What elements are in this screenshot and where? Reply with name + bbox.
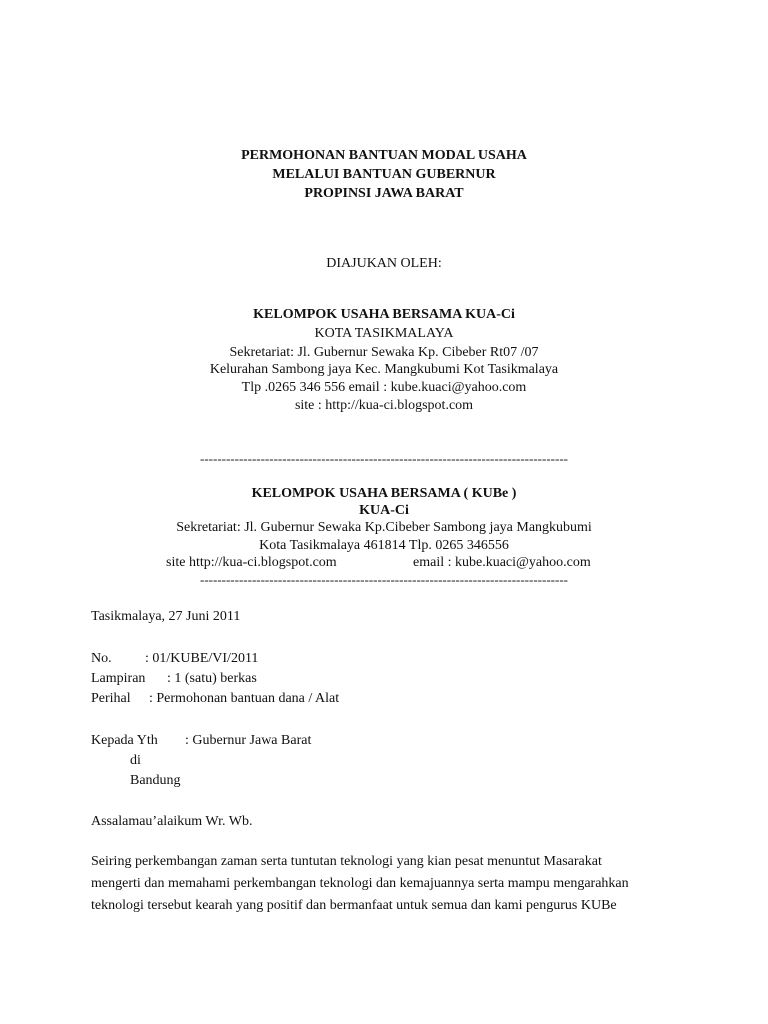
org-city: KOTA TASIKMALAYA — [314, 326, 454, 341]
separator-line-2: ------------------------------------------------------------------------------------- — [200, 572, 568, 587]
submitted-by-label: DIAJUKAN OLEH: — [326, 256, 442, 271]
lampiran-label: Lampiran — [91, 671, 146, 686]
letterhead-email: email : kube.kuaci@yahoo.com — [413, 555, 591, 570]
lampiran-value: : 1 (satu) berkas — [167, 671, 257, 686]
letterhead-site: site http://kua-ci.blogspot.com — [166, 555, 337, 570]
no-value: : 01/KUBE/VI/2011 — [145, 651, 259, 666]
letterhead-city-line: Kota Tasikmalaya 461814 Tlp. 0265 346556 — [259, 538, 509, 553]
place-date: Tasikmalaya, 27 Juni 2011 — [91, 609, 241, 624]
separator-line: ------------------------------------------------------------------------------------- — [200, 451, 568, 466]
greeting: Assalamau’alaikum Wr. Wb. — [91, 814, 253, 829]
kepada-value: : Gubernur Jawa Barat — [185, 733, 312, 748]
perihal-value: : Permohonan bantuan dana / Alat — [149, 691, 340, 706]
recipient-city: Bandung — [130, 773, 181, 788]
perihal-label: Perihal — [91, 691, 131, 706]
title-line-1: PERMOHONAN BANTUAN MODAL USAHA — [241, 148, 527, 163]
org-name: KELOMPOK USAHA BERSAMA KUA-Ci — [253, 307, 515, 322]
di-label: di — [130, 753, 141, 768]
org-address-2: Kelurahan Sambong jaya Kec. Mangkubumi Kot Tasikmalaya — [209, 362, 559, 377]
body-line-3: teknologi tersebut kearah yang positif dan bermanfaat untuk semua dan kami pengurus KUBe — [91, 898, 617, 913]
title-line-3: PROPINSI JAWA BARAT — [304, 186, 464, 201]
kepada-label: Kepada Yth — [91, 733, 158, 748]
body-line-2: mengerti dan memahami perkembangan teknologi dan kemajuannya serta mampu mengarahkan — [91, 876, 629, 891]
body-line-1: Seiring perkembangan zaman serta tuntutan teknologi yang kian pesat menuntut Masarakat — [91, 854, 602, 869]
letterhead-name: KELOMPOK USAHA BERSAMA ( KUBe ) — [251, 486, 517, 501]
org-address-1: Sekretariat: Jl. Gubernur Sewaka Kp. Cibeber Rt07 /07 — [229, 345, 539, 360]
org-site: site : http://kua-ci.blogspot.com — [294, 398, 474, 413]
org-contact: Tlp .0265 346 556 email : kube.kuaci@yahoo.com — [241, 380, 527, 395]
body-paragraph — [91, 851, 691, 917]
letterhead-short: KUA-Ci — [359, 503, 409, 518]
title-line-2: MELALUI BANTUAN GUBERNUR — [272, 167, 496, 182]
no-label: No. — [91, 651, 112, 666]
letterhead-address: Sekretariat: Jl. Gubernur Sewaka Kp.Cibeber Sambong jaya Mangkubumi — [176, 520, 592, 535]
